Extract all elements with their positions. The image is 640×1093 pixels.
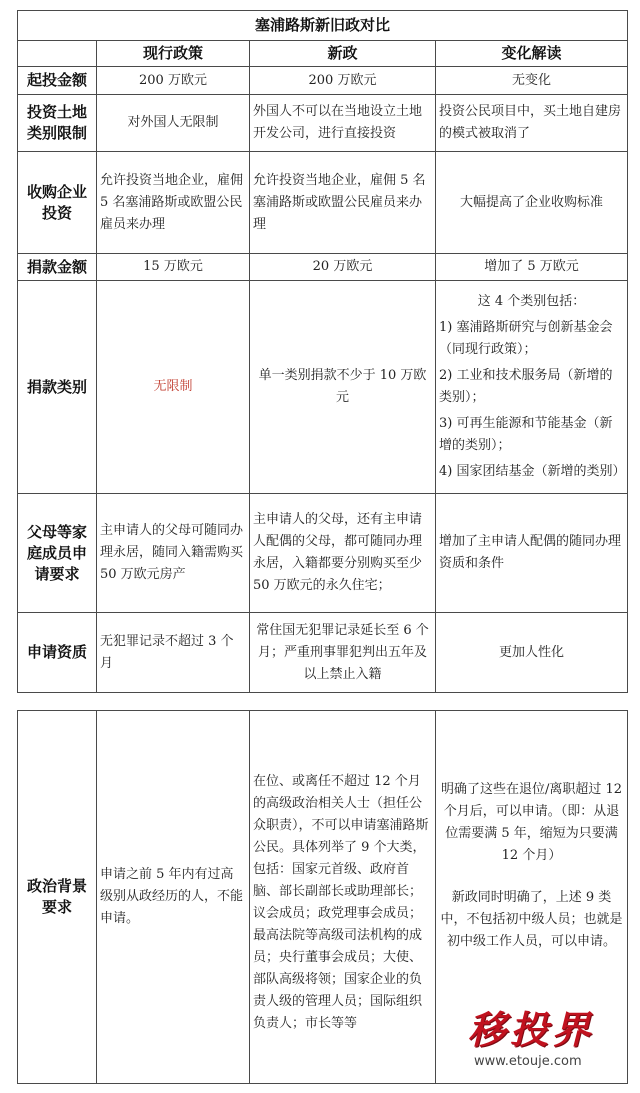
cell-current: 申请之前 5 年内有过高级别从政经历的人，不能申请。 xyxy=(97,711,250,1084)
cell-interpret xyxy=(436,281,628,494)
table-row xyxy=(18,95,628,152)
brand-logo: 移投界 xyxy=(468,1008,595,1052)
table-title: 塞浦路斯新旧政对比 xyxy=(18,11,628,41)
cell-new: 单一类别捐款不少于 10 万欧元 xyxy=(250,281,436,494)
row-label: 起投金额 xyxy=(18,67,97,95)
header-interpret: 变化解读 xyxy=(436,41,628,67)
table-row xyxy=(18,67,628,95)
cell-current: 对外国人无限制 xyxy=(97,95,250,152)
table-row xyxy=(18,152,628,254)
cell-new: 20 万欧元 xyxy=(250,254,436,281)
cell-current: 无限制 xyxy=(97,281,250,494)
interpret-paragraph: 新政同时明确了，上述 9 类中，不包括初中级人员；也就是初中级工作人员，可以申请。 xyxy=(440,890,623,949)
header-current: 现行政策 xyxy=(97,41,250,67)
row-label: 收购企业投资 xyxy=(18,152,97,254)
category-item: 2) 工业和技术服务局（新增的类别）； xyxy=(439,368,613,405)
interpret-paragraph: 明确了这些在退位/离职超过 12 个月后，可以申请。（即：从退位需要满 5 年，缩短为只要满 12 个月） xyxy=(440,782,623,863)
cell-new: 常住国无犯罪记录延长至 6 个月；严重刑事罪犯判出五年及以上禁止入籍 xyxy=(250,613,436,693)
brand-watermark xyxy=(462,1008,622,1078)
cell-current: 无犯罪记录不超过 3 个月 xyxy=(97,613,250,693)
table-row xyxy=(18,254,628,281)
table-row xyxy=(18,281,628,494)
header-blank xyxy=(18,41,97,67)
row-label: 捐款类别 xyxy=(18,281,97,494)
cell-interpret: 投资公民项目中，买土地自建房的模式被取消了 xyxy=(436,95,628,152)
cell-interpret: 更加人性化 xyxy=(436,613,628,693)
row-label: 政治背景要求 xyxy=(18,711,97,1084)
row-label: 捐款金额 xyxy=(18,254,97,281)
cell-interpret: 无变化 xyxy=(436,67,628,95)
cell-new: 主申请人的父母，还有主申请人配偶的父母，都可随同办理永居，入籍都要分别购买至少 50 万欧元的永久住宅； xyxy=(250,494,436,613)
row-label: 父母等家庭成员申请要求 xyxy=(18,494,97,613)
cell-current: 15 万欧元 xyxy=(97,254,250,281)
category-item: 3) 可再生能源和节能基金（新增的类别）； xyxy=(439,416,613,453)
cell-new: 在位、或离任不超过 12 个月的高级政治相关人士（担任公众职责），不可以申请塞浦路斯公民。具体列举了 9 个大类，包括：国家元首级、政府首脑、部长副部长或助理部长；议会成员；政党理事会成员；最高法院等高级司法机构的成员；央行董事会成员；大使、部队高级将领；国家企业的负责人级的管理人员；国际组织负责人；市长等等 xyxy=(250,711,436,1084)
cell-current: 200 万欧元 xyxy=(97,67,250,95)
table-row xyxy=(18,494,628,613)
header-new: 新政 xyxy=(250,41,436,67)
comparison-table xyxy=(17,10,628,693)
cell-new: 200 万欧元 xyxy=(250,67,436,95)
cell-current: 主申请人的父母可随同办理永居，随同入籍需购买 50 万欧元房产 xyxy=(97,494,250,613)
category-intro: 这 4 个类别包括： xyxy=(477,294,586,309)
category-item: 1) 塞浦路斯研究与创新基金会（同现行政策）； xyxy=(439,320,613,357)
cell-current: 允许投资当地企业，雇佣 5 名塞浦路斯或欧盟公民雇员来办理 xyxy=(97,152,250,254)
cell-interpret: 大幅提高了企业收购标准 xyxy=(436,152,628,254)
category-item: 4) 国家团结基金（新增的类别） xyxy=(439,464,626,479)
brand-url: www.etouje.com xyxy=(474,1054,582,1069)
row-label: 投资土地类别限制 xyxy=(18,95,97,152)
cell-new: 允许投资当地企业，雇佣 5 名塞浦路斯或欧盟公民雇员来办理 xyxy=(250,152,436,254)
table-row xyxy=(18,613,628,693)
row-label: 申请资质 xyxy=(18,613,97,693)
cell-interpret: 增加了 5 万欧元 xyxy=(436,254,628,281)
cell-interpret: 增加了主申请人配偶的随同办理资质和条件 xyxy=(436,494,628,613)
cell-new: 外国人不可以在当地设立土地开发公司，进行直接投资 xyxy=(250,95,436,152)
